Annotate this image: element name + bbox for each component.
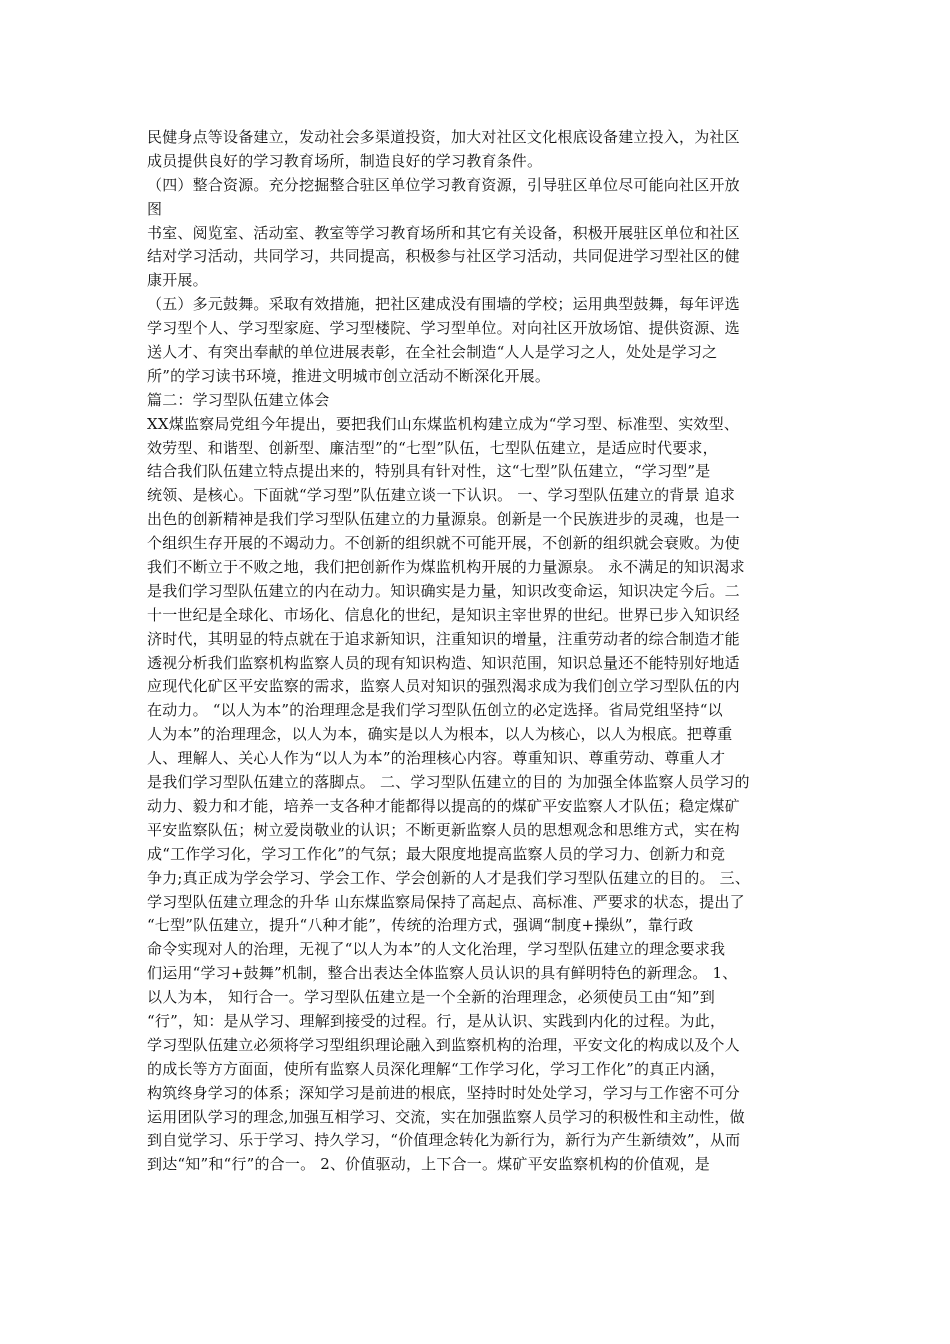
text-line: 学习型队伍建立必须将学习型组织理论融入到监察机构的治理，平安文化的构成以及个人 bbox=[147, 1035, 740, 1054]
text-line: 们运用“学习+鼓舞”机制，整合出表达全体监察人员认识的具有鲜明特色的新理念。 1、 bbox=[147, 964, 738, 983]
text-line: 出色的创新精神是我们学习型队伍建立的力量源泉。创新是一个民族进步的灵魂，也是一 bbox=[147, 510, 740, 529]
text-line: 透视分析我们监察机构监察人员的现有知识构造、知识范围，知识总量还不能特别好地适 bbox=[147, 653, 740, 672]
text-line: 的成长等方方面面，使所有监察人员深化理解“工作学习化，学习工作化”的真正内涵， bbox=[147, 1059, 726, 1078]
text-line: 是我们学习型队伍建立的内在动力。知识确实是力量，知识改变命运，知识决定今后。二 bbox=[147, 581, 740, 600]
text-line: 学习型队伍建立理念的升华 山东煤监察局保持了高起点、高标准、严要求的状态，提出了 bbox=[147, 892, 745, 911]
text-line: 以人为本， 知行合一。学习型队伍建立是一个全新的治理理念，必须使员工由“知”到 bbox=[147, 988, 715, 1007]
text-line: 统领、是核心。下面就“学习型”队伍建立谈一下认识。 一、学习型队伍建立的背景 追求 bbox=[147, 486, 736, 505]
text-line: 成员提供良好的学习教育场所，制造良好的学习教育条件。 bbox=[147, 151, 543, 170]
text-line: 民健身点等设备建立，发动社会多渠道投资，加大对社区文化根底设备建立投入，为社区 bbox=[147, 128, 740, 146]
text-line: 个组织生存开展的不竭动力。不创新的组织就不可能开展，不创新的组织就会衰败。为使 bbox=[147, 534, 740, 553]
text-line: 十一世纪是全球化、市场化、信息化的世纪，是知识主宰世界的世纪。世界已步入知识经 bbox=[147, 605, 740, 624]
section-heading: 篇二：学习型队伍建立体会 bbox=[147, 390, 330, 409]
text-line: XX煤监察局党组今年提出，要把我们山东煤监机构建立成为“学习型、标准型、实效型、 bbox=[147, 414, 740, 433]
text-line: 结对学习活动，共同学习，共同提高，积极参与社区学习活动，共同促进学习型社区的健 bbox=[147, 247, 740, 266]
text-line: 在动力。 “以人为本”的治理理念是我们学习型队伍创立的必定选择。省局党组坚持“以 bbox=[147, 701, 723, 720]
text-line: 到达“知”和“行”的合一。 2、价值驱动，上下合一。煤矿平安监察机构的价值观，是 bbox=[147, 1155, 710, 1174]
text-line: （五）多元鼓舞。采取有效措施，把社区建成没有围墙的学校；运用典型鼓舞，每年评选 bbox=[147, 295, 740, 314]
text-line: 效劳型、和谐型、创新型、廉洁型”的“七型”队伍，七型队伍建立，是适应时代要求， bbox=[147, 438, 718, 457]
text-line: 送人才、有突出奉献的单位进展表彰，在全社会制造“人人是学习之人，处处是学习之 bbox=[147, 343, 718, 362]
text-line: 图 bbox=[147, 199, 163, 218]
text-line: 争力;真正成为学会学习、学会工作、学会创新的人才是我们学习型队伍建立的目的。 三、 bbox=[147, 868, 751, 887]
text-line: 到自觉学习、乐于学习、持久学习，“价值理念转化为新行为，新行为产生新绩效”，从而 bbox=[147, 1131, 741, 1150]
text-line: 成“工作学习化，学习工作化”的气氛；最大限度地提高监察人员的学习力、创新力和竞 bbox=[147, 844, 726, 863]
text-line: 人、理解人、关心人作为“以人为本”的治理核心内容。尊重知识、尊重劳动、尊重人才 bbox=[147, 749, 726, 768]
text-line: 应现代化矿区平安监察的需求，监察人员对知识的强烈渴求成为我们创立学习型队伍的内 bbox=[147, 677, 740, 696]
text-line: 构筑终身学习的体系；深知学习是前进的根底，坚持时时处处学习，学习与工作密不可分 bbox=[147, 1083, 740, 1102]
text-line: 所”的学习读书环境，推进文明城市创立活动不断深化开展。 bbox=[147, 366, 551, 385]
document-page bbox=[147, 126, 819, 1177]
text-line: 康开展。 bbox=[147, 271, 208, 290]
text-line: “七型”队伍建立，提升“八种才能”，传统的治理方式，强调“制度+操纵”，靠行政 bbox=[147, 916, 694, 935]
text-line: （四）整合资源。充分挖掘整合驻区单位学习教育资源，引导驻区单位尽可能向社区开放 bbox=[147, 175, 740, 194]
text-line: 我们不断立于不败之地，我们把创新作为煤监机构开展的力量源泉。 永不满足的知识渴求 bbox=[147, 558, 745, 577]
text-line: 动力、毅力和才能，培养一支各种才能都得以提高的的煤矿平安监察人才队伍；稳定煤矿 bbox=[147, 796, 740, 815]
text-line: 书室、阅览室、活动室、教室等学习教育场所和其它有关设备，积极开展驻区单位和社区 bbox=[147, 223, 740, 242]
text-line: 人为本”的治理理念，以人为本，确实是以人为根本，以人为核心，以人为根底。把尊重 bbox=[147, 725, 733, 744]
text-line: 结合我们队伍建立特点提出来的，特别具有针对性，这“七型”队伍建立，“学习型”是 bbox=[147, 462, 711, 481]
text-line: 学习型个人、学习型家庭、学习型楼院、学习型单位。对向社区开放场馆、提供资源、选 bbox=[147, 319, 740, 338]
text-line: 平安监察队伍；树立爱岗敬业的认识；不断更新监察人员的思想观念和思维方式，实在构 bbox=[147, 820, 740, 839]
text-line: 命令实现对人的治理，无视了“以人为本”的人文化治理，学习型队伍建立的理念要求我 bbox=[147, 940, 726, 959]
text-line: “行”，知：是从学习、理解到接受的过程。行，是从认识、实践到内化的过程。为此， bbox=[147, 1011, 726, 1030]
text-line: 济时代，其明显的特点就在于追求新知识，注重知识的增量，注重劳动者的综合制造才能 bbox=[147, 629, 740, 648]
text-line: 是我们学习型队伍建立的落脚点。 二、学习型队伍建立的目的 为加强全体监察人员学习的 bbox=[147, 773, 750, 792]
text-line: 运用团队学习的理念,加强互相学习、交流，实在加强监察人员学习的积极性和主动性，做 bbox=[147, 1107, 745, 1126]
